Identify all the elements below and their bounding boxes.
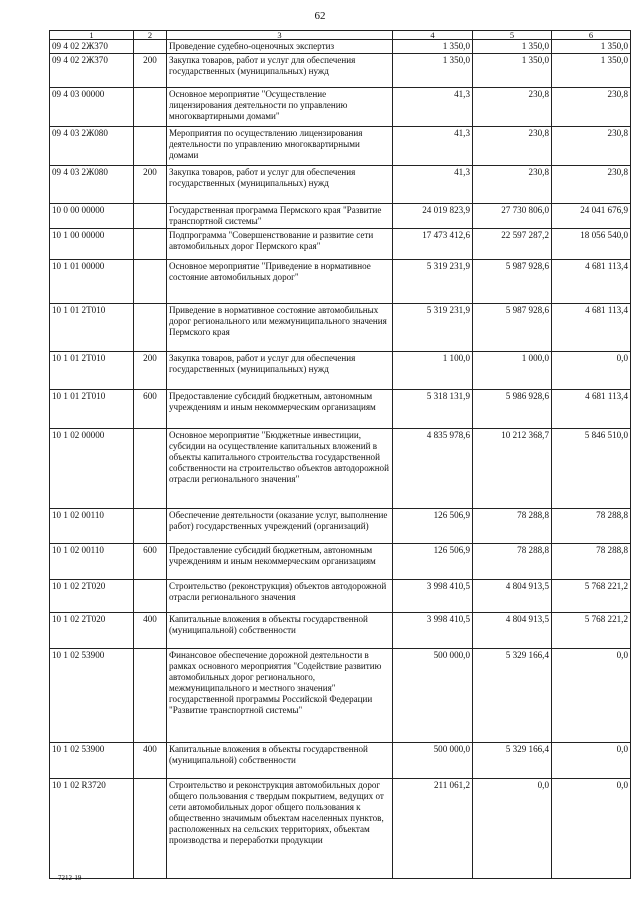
cell-code: 09 4 02 2Ж370 [50,54,134,88]
cell-name: Финансовое обеспечение дорожной деятельности в рамках основного мероприятия "Содействие развитию автомобильных дорог регионального, межмуниципального и местного значения" государственной программы Российской Федерации "Развитие транспортной системы" [167,649,393,743]
cell-code: 10 1 02 2Т020 [50,613,134,649]
cell-value-5: 1 350,0 [473,54,552,88]
cell-value-5: 78 288,8 [473,544,552,580]
table-row [50,429,631,509]
cell-expense-type [134,779,167,879]
column-header: 6 [552,31,631,40]
cell-name: Строительство (реконструкция) объектов автодорожной отрасли регионального значения [167,580,393,613]
column-header: 5 [473,31,552,40]
cell-value-4: 41,3 [393,88,473,127]
column-header: 3 [167,31,393,40]
cell-value-6: 5 768 221,2 [552,580,631,613]
cell-name: Основное мероприятие "Бюджетные инвестиции, субсидии на осуществление капитальных вложений в объекты капитального строительства государственной собственности на строительство объектов автодорожной отрасли регионального значения" [167,429,393,509]
cell-value-6: 1 350,0 [552,40,631,54]
cell-expense-type [134,40,167,54]
cell-code: 09 4 03 2Ж080 [50,127,134,166]
cell-expense-type [134,204,167,229]
table-row [50,88,631,127]
cell-value-4: 211 061,2 [393,779,473,879]
cell-expense-type: 200 [134,166,167,204]
table-row [50,509,631,544]
cell-code: 10 1 02 00110 [50,544,134,580]
cell-name: Капитальные вложения в объекты государственной (муниципальной) собственности [167,613,393,649]
cell-expense-type: 600 [134,544,167,580]
table-row [50,304,631,352]
cell-name: Закупка товаров, работ и услуг для обеспечения государственных (муниципальных) нужд [167,54,393,88]
cell-value-6: 0,0 [552,352,631,390]
cell-expense-type: 400 [134,743,167,779]
cell-value-5: 0,0 [473,779,552,879]
cell-code: 10 1 02 00000 [50,429,134,509]
table-row [50,166,631,204]
cell-value-4: 126 506,9 [393,544,473,580]
cell-value-5: 78 288,8 [473,509,552,544]
cell-value-6: 4 681 113,4 [552,390,631,429]
cell-value-5: 5 329 166,4 [473,743,552,779]
cell-value-5: 5 329 166,4 [473,649,552,743]
column-header: 1 [50,31,134,40]
cell-value-5: 230,8 [473,166,552,204]
cell-name: Строительство и реконструкция автомобильных дорог общего пользования с твердым покрытием, ведущих от сети автомобильных дорог общего пользования к общественно значимым объектам населенных пунктов, расположенных на сельских территориях, объектам производства и переработки продукции [167,779,393,879]
cell-expense-type [134,127,167,166]
cell-expense-type [134,649,167,743]
cell-name: Обеспечение деятельности (оказание услуг, выполнение работ) государственных учреждений (организаций) [167,509,393,544]
cell-name: Приведение в нормативное состояние автомобильных дорог регионального или межмуниципального значения Пермского края [167,304,393,352]
cell-value-6: 78 288,8 [552,544,631,580]
column-header: 4 [393,31,473,40]
cell-value-5: 5 987 928,6 [473,304,552,352]
cell-value-6: 0,0 [552,779,631,879]
cell-value-6: 0,0 [552,649,631,743]
column-header: 2 [134,31,167,40]
cell-name: Подпрограмма "Совершенствование и развитие сети автомобильных дорог Пермского края" [167,229,393,260]
cell-value-4: 41,3 [393,127,473,166]
cell-code: 09 4 02 2Ж370 [50,40,134,54]
cell-value-6: 5 768 221,2 [552,613,631,649]
cell-value-5: 4 804 913,5 [473,613,552,649]
cell-value-4: 1 100,0 [393,352,473,390]
cell-value-5: 27 730 806,0 [473,204,552,229]
cell-code: 09 4 03 00000 [50,88,134,127]
table-row [50,779,631,879]
cell-value-4: 17 473 412,6 [393,229,473,260]
cell-expense-type [134,304,167,352]
cell-value-5: 22 597 287,2 [473,229,552,260]
cell-name: Капитальные вложения в объекты государственной (муниципальной) собственности [167,743,393,779]
table-row [50,743,631,779]
cell-name: Предоставление субсидий бюджетным, автономным учреждениям и иным некоммерческим организациям [167,544,393,580]
table-row [50,649,631,743]
cell-name: Государственная программа Пермского края "Развитие транспортной системы" [167,204,393,229]
cell-value-4: 5 319 231,9 [393,260,473,304]
table-row [50,260,631,304]
table-row [50,352,631,390]
cell-value-4: 126 506,9 [393,509,473,544]
cell-name: Основное мероприятие "Приведение в нормативное состояние автомобильных дорог" [167,260,393,304]
cell-value-4: 1 350,0 [393,40,473,54]
cell-code: 10 1 02 53900 [50,649,134,743]
cell-expense-type [134,429,167,509]
cell-value-6: 230,8 [552,88,631,127]
cell-code: 10 0 00 00000 [50,204,134,229]
cell-name: Закупка товаров, работ и услуг для обеспечения государственных (муниципальных) нужд [167,352,393,390]
cell-code: 10 1 02 53900 [50,743,134,779]
cell-code: 10 1 01 2Т010 [50,390,134,429]
cell-value-4: 1 350,0 [393,54,473,88]
cell-value-6: 18 056 540,0 [552,229,631,260]
cell-value-4: 41,3 [393,166,473,204]
table-row [50,229,631,260]
table-row [50,204,631,229]
table-row [50,390,631,429]
cell-value-4: 500 000,0 [393,743,473,779]
cell-value-5: 230,8 [473,88,552,127]
cell-expense-type [134,509,167,544]
cell-expense-type: 600 [134,390,167,429]
table-row [50,580,631,613]
cell-value-4: 4 835 978,6 [393,429,473,509]
cell-value-4: 3 998 410,5 [393,580,473,613]
cell-code: 10 1 01 00000 [50,260,134,304]
table-row [50,613,631,649]
cell-name: Основное мероприятие "Осуществление лицензирования деятельности по управлению многоквартирными домами" [167,88,393,127]
cell-value-6: 230,8 [552,127,631,166]
cell-value-5: 4 804 913,5 [473,580,552,613]
table-header-row [50,31,631,40]
cell-value-4: 3 998 410,5 [393,613,473,649]
cell-name: Мероприятия по осуществлению лицензирования деятельности по управлению многоквартирными домами [167,127,393,166]
cell-code: 10 1 01 2Т010 [50,304,134,352]
cell-expense-type: 400 [134,613,167,649]
table-row [50,54,631,88]
cell-code: 10 1 02 2Т020 [50,580,134,613]
cell-value-6: 4 681 113,4 [552,304,631,352]
cell-value-5: 10 212 368,7 [473,429,552,509]
cell-expense-type [134,580,167,613]
cell-expense-type: 200 [134,54,167,88]
table-row [50,127,631,166]
budget-table [49,30,631,879]
cell-value-6: 5 846 510,0 [552,429,631,509]
page-number: 62 [314,10,326,22]
cell-code: 10 1 02 00110 [50,509,134,544]
cell-value-5: 1 000,0 [473,352,552,390]
cell-value-5: 5 987 928,6 [473,260,552,304]
cell-expense-type [134,88,167,127]
cell-name: Предоставление субсидий бюджетным, автономным учреждениям и иным некоммерческим организациям [167,390,393,429]
cell-value-6: 4 681 113,4 [552,260,631,304]
cell-value-5: 230,8 [473,127,552,166]
cell-value-6: 1 350,0 [552,54,631,88]
cell-name: Закупка товаров, работ и услуг для обеспечения государственных (муниципальных) нужд [167,166,393,204]
cell-value-6: 230,8 [552,166,631,204]
cell-value-6: 78 288,8 [552,509,631,544]
cell-expense-type: 200 [134,352,167,390]
cell-code: 10 1 02 R3720 [50,779,134,879]
cell-value-4: 5 318 131,9 [393,390,473,429]
cell-expense-type [134,229,167,260]
cell-code: 10 1 01 2Т010 [50,352,134,390]
cell-value-5: 1 350,0 [473,40,552,54]
cell-value-4: 500 000,0 [393,649,473,743]
cell-value-4: 24 019 823,9 [393,204,473,229]
table-row [50,544,631,580]
cell-code: 10 1 00 00000 [50,229,134,260]
cell-code: 09 4 03 2Ж080 [50,166,134,204]
cell-expense-type [134,260,167,304]
table-row [50,40,631,54]
cell-value-6: 24 041 676,9 [552,204,631,229]
cell-name: Проведение судебно-оценочных экспертиз [167,40,393,54]
cell-value-4: 5 319 231,9 [393,304,473,352]
cell-value-5: 5 986 928,6 [473,390,552,429]
cell-value-6: 0,0 [552,743,631,779]
footer-code: 7212-19 [58,874,82,882]
